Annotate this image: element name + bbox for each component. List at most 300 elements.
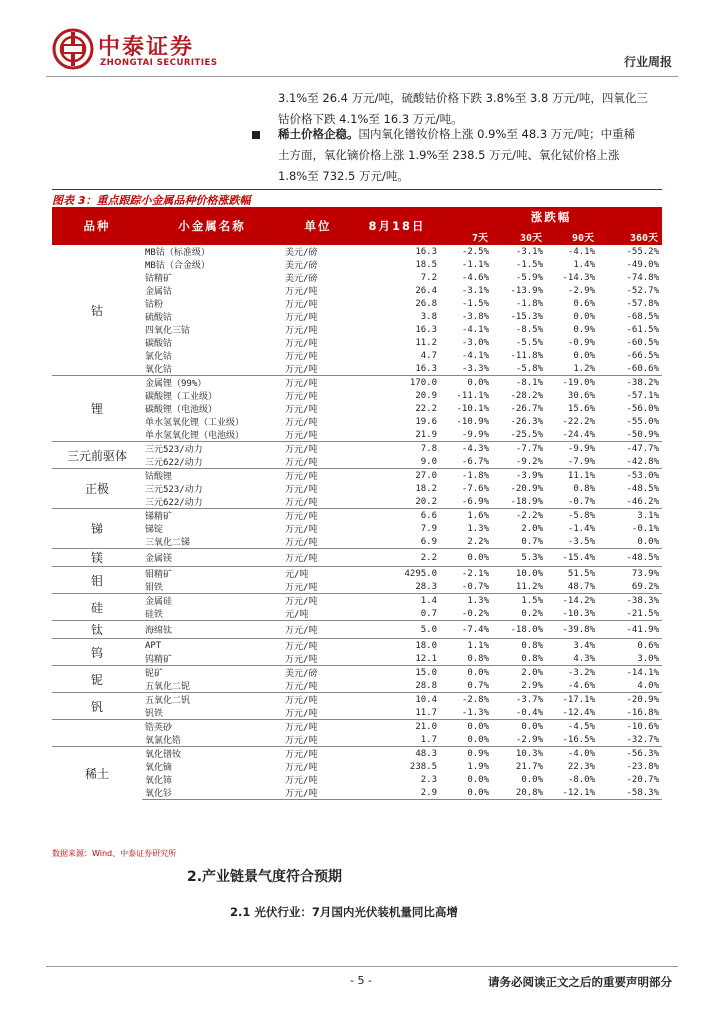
rare-earth-line-2: 土方面，氧化镝价格上涨 1.9%至 238.5 万元/吨、氧化铽价格上涨 [278, 148, 620, 162]
change-30d-cell: 5.3% [492, 549, 546, 567]
change-360d-cell: -0.1% [631, 523, 659, 534]
price-cell: 4295.0 [354, 567, 440, 581]
change-7d-cell: -1.8% [440, 469, 492, 483]
header-date: 8月18日 [354, 207, 440, 245]
table-row [52, 509, 662, 523]
change-7d-cell: -2.5% [461, 246, 489, 257]
price-cell: 18.5 [415, 259, 437, 270]
price-cell: 6.9 [420, 536, 437, 547]
change-90d-cell: -4.0% [546, 747, 598, 761]
header-unit: 单位 [282, 207, 354, 245]
change-30d-cell: -3.7% [492, 693, 546, 707]
table-row [52, 349, 662, 362]
change-360d-cell: 3.1% [598, 509, 662, 523]
price-cell: 26.4 [415, 285, 437, 296]
table-row [52, 495, 662, 509]
price-cell: 7.8 [354, 442, 440, 456]
change-7d-cell: -2.1% [440, 567, 492, 581]
section-heading: 2.产业链景气度符合预期 [187, 869, 343, 885]
unit-cell: 万元/吨 [285, 405, 318, 415]
table-row [52, 402, 662, 415]
change-90d-cell: -8.0% [567, 774, 595, 785]
change-90d-cell: -14.3% [562, 272, 595, 283]
change-90d-cell: -0.9% [567, 337, 595, 348]
metal-name-cell: 五氧化二铌 [145, 682, 191, 692]
price-cell: 4.7 [420, 350, 437, 361]
change-30d-cell: -8.5% [515, 324, 543, 335]
metal-name-cell: 金属镁 [142, 549, 282, 567]
price-cell: 19.6 [415, 416, 437, 427]
header-category: 品种 [52, 207, 142, 245]
change-30d-cell: -0.4% [515, 707, 543, 718]
change-7d-cell: -3.0% [461, 337, 489, 348]
change-90d-cell: 4.3% [573, 653, 595, 664]
unit-cell: 万元/吨 [285, 709, 318, 719]
change-7d-cell: -1.1% [461, 259, 489, 270]
change-90d-cell: -4.1% [567, 246, 595, 257]
metal-name-cell: 四氧化三钴 [145, 326, 191, 336]
table-body [52, 245, 662, 800]
header-divider [46, 76, 678, 77]
metal-name-cell: 三元523/动力 [142, 442, 282, 456]
price-cell: 7.9 [420, 523, 437, 534]
change-90d-cell: -10.3% [562, 608, 595, 619]
table-row [52, 428, 662, 442]
change-7d-cell: 1.3% [440, 594, 492, 608]
category-cell: 铌 [52, 666, 142, 693]
price-cell: 1.7 [420, 734, 437, 745]
unit-cell: 万元/吨 [285, 339, 318, 349]
price-cell: 16.3 [415, 246, 437, 257]
change-360d-cell: -56.0% [626, 403, 659, 414]
table-row [52, 389, 662, 402]
change-90d-cell: 30.6% [567, 390, 595, 401]
price-cell: 0.7 [420, 608, 437, 619]
change-360d-cell: -46.2% [626, 496, 659, 507]
table-row [52, 607, 662, 621]
category-cell: 钼 [52, 567, 142, 594]
change-7d-cell: 1.9% [467, 761, 489, 772]
table-row [52, 362, 662, 376]
table-row [52, 376, 662, 390]
change-90d-cell: -24.4% [562, 429, 595, 440]
price-cell: 20.2 [415, 496, 437, 507]
change-360d-cell: -20.9% [598, 693, 662, 707]
change-360d-cell: -56.3% [598, 747, 662, 761]
brand-name-cn: 中泰证券 [98, 35, 195, 60]
change-7d-cell: -9.9% [461, 429, 489, 440]
change-30d-cell: 1.5% [492, 594, 546, 608]
unit-cell: 万元/吨 [285, 392, 318, 402]
change-90d-cell: -14.2% [546, 594, 598, 608]
unit-cell: 万元/吨 [285, 583, 318, 593]
change-360d-cell: 0.0% [637, 536, 659, 547]
metal-name-cell: 钒铁 [145, 709, 164, 719]
change-360d-cell: -66.5% [626, 350, 659, 361]
change-30d-cell: -28.2% [510, 390, 543, 401]
change-90d-cell: 15.6% [567, 403, 595, 414]
change-7d-cell: 1.3% [467, 523, 489, 534]
metal-name-cell: 钴精矿 [145, 274, 173, 284]
unit-cell: 万元/吨 [282, 549, 354, 567]
table-row [52, 786, 662, 800]
change-30d-cell: -18.0% [492, 621, 546, 639]
change-90d-cell: -5.8% [546, 509, 598, 523]
change-30d-cell: -5.9% [515, 272, 543, 283]
change-7d-cell: -0.7% [461, 581, 489, 592]
change-90d-cell: 0.0% [573, 311, 595, 322]
metal-price-table [52, 207, 662, 800]
price-cell: 20.9 [415, 390, 437, 401]
change-90d-cell: 0.9% [573, 324, 595, 335]
change-7d-cell: 0.7% [467, 680, 489, 691]
unit-cell: 万元/吨 [282, 747, 354, 761]
change-30d-cell: -11.8% [510, 350, 543, 361]
unit-cell: 万元/吨 [285, 287, 318, 297]
change-360d-cell: -52.7% [626, 285, 659, 296]
change-360d-cell: -16.8% [626, 707, 659, 718]
table-row [52, 693, 662, 707]
zhongtai-logo-icon [52, 28, 94, 70]
price-cell: 238.5 [409, 761, 437, 772]
unit-cell: 美元/磅 [282, 666, 354, 680]
change-7d-cell: -1.5% [461, 298, 489, 309]
metal-name-cell: 氧化镨钕 [142, 747, 282, 761]
price-cell: 48.3 [354, 747, 440, 761]
change-30d-cell: -13.9% [510, 285, 543, 296]
unit-cell: 万元/吨 [285, 682, 318, 692]
unit-cell: 万元/吨 [285, 776, 318, 786]
change-90d-cell: 0.6% [573, 298, 595, 309]
change-7d-cell: 0.0% [440, 720, 492, 734]
table-row [52, 549, 662, 567]
price-cell: 2.9 [354, 786, 440, 800]
unit-cell: 万元/吨 [285, 431, 318, 441]
change-30d-cell: 21.7% [515, 761, 543, 772]
price-cell: 10.4 [354, 693, 440, 707]
table-row [52, 469, 662, 483]
metal-name-cell: 金属钴 [145, 287, 173, 297]
metal-name-cell: 铌矿 [142, 666, 282, 680]
metal-name-cell: 钴粉 [145, 300, 164, 310]
change-90d-cell: 51.5% [546, 567, 598, 581]
category-cell: 正极 [52, 469, 142, 509]
change-90d-cell: -16.5% [562, 734, 595, 745]
price-cell: 16.3 [415, 363, 437, 374]
rare-earth-lead: 稀土价格企稳。 [278, 127, 359, 141]
footer-disclaimer: 请务必阅读正文之后的重要声明部分 [488, 975, 672, 989]
change-7d-cell: -3.3% [461, 363, 489, 374]
change-7d-cell: 0.0% [440, 666, 492, 680]
change-30d-cell: 0.0% [492, 720, 546, 734]
category-cell: 锑 [52, 509, 142, 549]
change-90d-cell: -1.4% [567, 523, 595, 534]
change-90d-cell: 1.4% [573, 259, 595, 270]
change-30d-cell: 0.2% [521, 608, 543, 619]
header-30d: 30天 [492, 227, 546, 245]
change-360d-cell: -60.5% [626, 337, 659, 348]
change-360d-cell: 0.6% [598, 639, 662, 653]
change-30d-cell: 2.9% [521, 680, 543, 691]
change-360d-cell: -20.7% [626, 774, 659, 785]
unit-cell: 万元/吨 [285, 498, 318, 508]
change-7d-cell: 0.8% [467, 653, 489, 664]
price-cell: 9.0 [420, 456, 437, 467]
table-row [52, 594, 662, 608]
header-metal-name: 小金属名称 [142, 207, 282, 245]
metal-name-cell: 氧化铈 [145, 776, 173, 786]
unit-cell: 万元/吨 [282, 693, 354, 707]
table-row [52, 535, 662, 549]
change-90d-cell: -0.7% [567, 496, 595, 507]
change-30d-cell: -26.7% [510, 403, 543, 414]
change-30d-cell: 11.2% [515, 581, 543, 592]
change-360d-cell: 69.2% [631, 581, 659, 592]
change-7d-cell: -4.1% [461, 350, 489, 361]
change-30d-cell: -1.8% [515, 298, 543, 309]
change-30d-cell: -20.9% [510, 483, 543, 494]
change-360d-cell: -48.5% [626, 483, 659, 494]
change-90d-cell: -3.5% [567, 536, 595, 547]
header-360d: 360天 [598, 227, 662, 245]
unit-cell: 元/吨 [282, 567, 354, 581]
unit-cell: 万元/吨 [282, 786, 354, 800]
price-cell: 7.2 [420, 272, 437, 283]
unit-cell: 万元/吨 [285, 352, 318, 362]
unit-cell: 万元/吨 [285, 313, 318, 323]
change-360d-cell: -10.6% [598, 720, 662, 734]
change-360d-cell: -21.5% [626, 608, 659, 619]
table-row [52, 679, 662, 693]
change-30d-cell: 10.3% [492, 747, 546, 761]
change-360d-cell: -58.3% [598, 786, 662, 800]
metal-name-cell: 钨精矿 [145, 655, 173, 665]
change-90d-cell: -9.9% [546, 442, 598, 456]
change-7d-cell: -7.6% [461, 483, 489, 494]
price-cell: 2.2 [354, 549, 440, 567]
metal-name-cell: 硅铁 [145, 610, 164, 620]
change-360d-cell: -53.0% [598, 469, 662, 483]
category-cell [52, 720, 142, 747]
table-row [52, 773, 662, 786]
change-90d-cell: -7.9% [567, 456, 595, 467]
metal-name-cell: 锑锭 [145, 525, 164, 535]
footer-divider [46, 966, 678, 967]
unit-cell: 万元/吨 [282, 594, 354, 608]
change-30d-cell: -3.9% [492, 469, 546, 483]
metal-name-cell: 单水氢氧化锂（电池级） [145, 431, 245, 441]
change-360d-cell: -32.7% [626, 734, 659, 745]
metal-name-cell: 三元523/动力 [145, 485, 203, 495]
metal-name-cell: 三氧化二锑 [145, 538, 191, 548]
metal-name-cell: 氧化镝 [145, 763, 173, 773]
change-90d-cell: 48.7% [567, 581, 595, 592]
change-360d-cell: -38.3% [598, 594, 662, 608]
metal-name-cell: MB钴（合金级） [145, 261, 210, 271]
table-row [52, 336, 662, 349]
price-cell: 3.8 [420, 311, 437, 322]
table-row [52, 297, 662, 310]
change-90d-cell: -15.4% [546, 549, 598, 567]
price-cell: 1.4 [354, 594, 440, 608]
brand-name-en: ZHONGTAI SECURITIES [100, 58, 218, 68]
change-30d-cell: -3.1% [515, 246, 543, 257]
unit-cell: 万元/吨 [285, 418, 318, 428]
change-7d-cell: 0.9% [440, 747, 492, 761]
change-360d-cell: 4.0% [637, 680, 659, 691]
metal-name-cell: 氧氯化锆 [145, 736, 182, 746]
change-7d-cell: -3.1% [461, 285, 489, 296]
table-row [52, 455, 662, 469]
metal-name-cell: 单水氢氧化锂（工业级） [145, 418, 245, 428]
change-90d-cell: 1.2% [573, 363, 595, 374]
change-30d-cell: 0.8% [492, 639, 546, 653]
metal-name-cell: MB钴（标准级） [145, 248, 210, 258]
unit-cell: 万元/吨 [285, 538, 318, 548]
metal-name-cell: 氯化钴 [145, 352, 173, 362]
change-90d-cell: -19.0% [546, 376, 598, 390]
change-90d-cell: -22.2% [562, 416, 595, 427]
change-30d-cell: 20.8% [492, 786, 546, 800]
price-cell: 28.8 [415, 680, 437, 691]
rare-earth-paragraph [278, 124, 672, 187]
change-90d-cell: 0.0% [573, 350, 595, 361]
table-row [52, 271, 662, 284]
price-cell: 170.0 [354, 376, 440, 390]
metal-name-cell: 三元622/动力 [145, 498, 203, 508]
change-90d-cell: 11.1% [546, 469, 598, 483]
category-cell: 钛 [52, 621, 142, 639]
header-90d: 90天 [546, 227, 598, 245]
change-30d-cell: -2.9% [515, 734, 543, 745]
rare-earth-line-3: 1.8%至 732.5 万元/吨。 [278, 169, 409, 183]
change-360d-cell: 73.9% [598, 567, 662, 581]
table-row [52, 323, 662, 336]
change-30d-cell: 0.0% [521, 774, 543, 785]
unit-cell: 万元/吨 [282, 469, 354, 483]
unit-cell: 万元/吨 [285, 736, 318, 746]
category-cell: 三元前驱体 [52, 442, 142, 469]
metal-name-cell: 钼铁 [145, 583, 164, 593]
change-90d-cell: -2.9% [567, 285, 595, 296]
table-row [52, 245, 662, 258]
metal-name-cell: 钼精矿 [142, 567, 282, 581]
table-row [52, 580, 662, 594]
change-7d-cell: -0.2% [461, 608, 489, 619]
change-360d-cell: -68.5% [626, 311, 659, 322]
change-7d-cell: -10.1% [456, 403, 489, 414]
price-cell: 6.6 [354, 509, 440, 523]
change-30d-cell: -5.5% [515, 337, 543, 348]
change-90d-cell: -4.6% [567, 680, 595, 691]
rare-earth-line-1: 国内氧化镨钕价格上涨 0.9%至 48.3 万元/吨；中重稀 [358, 127, 636, 141]
price-cell: 27.0 [354, 469, 440, 483]
unit-cell: 万元/吨 [282, 639, 354, 653]
unit-cell: 美元/磅 [285, 248, 318, 258]
cobalt-line-1: 3.1%至 26.4 万元/吨，硫酸钴价格下跌 3.8%至 3.8 万元/吨，四氧化三 [278, 91, 648, 105]
unit-cell: 美元/磅 [285, 274, 318, 284]
table-row [52, 747, 662, 761]
metal-name-cell: 锑精矿 [142, 509, 282, 523]
header-change: 涨跌幅 [440, 207, 662, 227]
metal-name-cell: 钴酸锂 [142, 469, 282, 483]
change-360d-cell: -41.9% [598, 621, 662, 639]
change-7d-cell: -4.3% [440, 442, 492, 456]
metal-name-cell: APT [142, 639, 282, 653]
change-30d-cell: 2.0% [492, 666, 546, 680]
metal-name-cell: 锆英砂 [142, 720, 282, 734]
price-cell: 16.3 [415, 324, 437, 335]
change-7d-cell: -3.8% [461, 311, 489, 322]
cobalt-line-2: 钴价格下跌 4.1%至 16.3 万元/吨。 [278, 112, 463, 126]
category-cell: 硅 [52, 594, 142, 621]
change-30d-cell: -5.8% [515, 363, 543, 374]
table-row [52, 706, 662, 720]
unit-cell: 万元/吨 [285, 300, 318, 310]
change-7d-cell: 1.6% [440, 509, 492, 523]
table-row [52, 666, 662, 680]
unit-cell: 万元/吨 [282, 376, 354, 390]
change-90d-cell: -3.2% [546, 666, 598, 680]
price-cell: 11.2 [415, 337, 437, 348]
change-360d-cell: -55.2% [626, 246, 659, 257]
category-cell: 稀土 [52, 747, 142, 800]
change-7d-cell: 2.2% [467, 536, 489, 547]
price-cell: 2.3 [420, 774, 437, 785]
price-cell: 18.0 [354, 639, 440, 653]
change-90d-cell: 22.3% [567, 761, 595, 772]
figure-title: 图表 3：重点跟踪小金属品种价格涨跌幅 [52, 189, 662, 208]
data-source-note: 数据来源：Wind、中泰证券研究所 [52, 849, 177, 858]
price-cell: 5.0 [354, 621, 440, 639]
change-90d-cell: 3.4% [546, 639, 598, 653]
change-360d-cell: 3.0% [637, 653, 659, 664]
change-30d-cell: 2.0% [521, 523, 543, 534]
change-360d-cell: -14.1% [598, 666, 662, 680]
change-30d-cell: 0.7% [521, 536, 543, 547]
table-row [52, 442, 662, 456]
table-row [52, 567, 662, 581]
unit-cell: 万元/吨 [282, 509, 354, 523]
change-7d-cell: 0.0% [440, 376, 492, 390]
metal-name-cell: 碳酸钴 [145, 339, 173, 349]
table-row [52, 258, 662, 271]
change-360d-cell: -55.0% [626, 416, 659, 427]
change-360d-cell: -50.9% [626, 429, 659, 440]
unit-cell: 万元/吨 [285, 655, 318, 665]
change-7d-cell: -4.1% [461, 324, 489, 335]
table-row [52, 733, 662, 747]
change-30d-cell: -7.7% [492, 442, 546, 456]
change-7d-cell: -2.8% [440, 693, 492, 707]
change-7d-cell: -10.9% [456, 416, 489, 427]
change-90d-cell: -12.4% [562, 707, 595, 718]
change-360d-cell: -48.5% [598, 549, 662, 567]
change-7d-cell: 0.0% [440, 786, 492, 800]
change-360d-cell: -57.8% [626, 298, 659, 309]
change-7d-cell: -6.7% [461, 456, 489, 467]
change-30d-cell: -1.5% [515, 259, 543, 270]
change-7d-cell: 0.0% [440, 549, 492, 567]
price-cell: 21.9 [415, 429, 437, 440]
category-cell: 钴 [90, 303, 103, 318]
change-7d-cell: -6.9% [461, 496, 489, 507]
page-number: - 5 - [350, 974, 372, 987]
change-7d-cell: 0.0% [467, 734, 489, 745]
change-360d-cell: -42.8% [626, 456, 659, 467]
metal-name-cell: 金属硅 [142, 594, 282, 608]
change-360d-cell: -47.7% [598, 442, 662, 456]
